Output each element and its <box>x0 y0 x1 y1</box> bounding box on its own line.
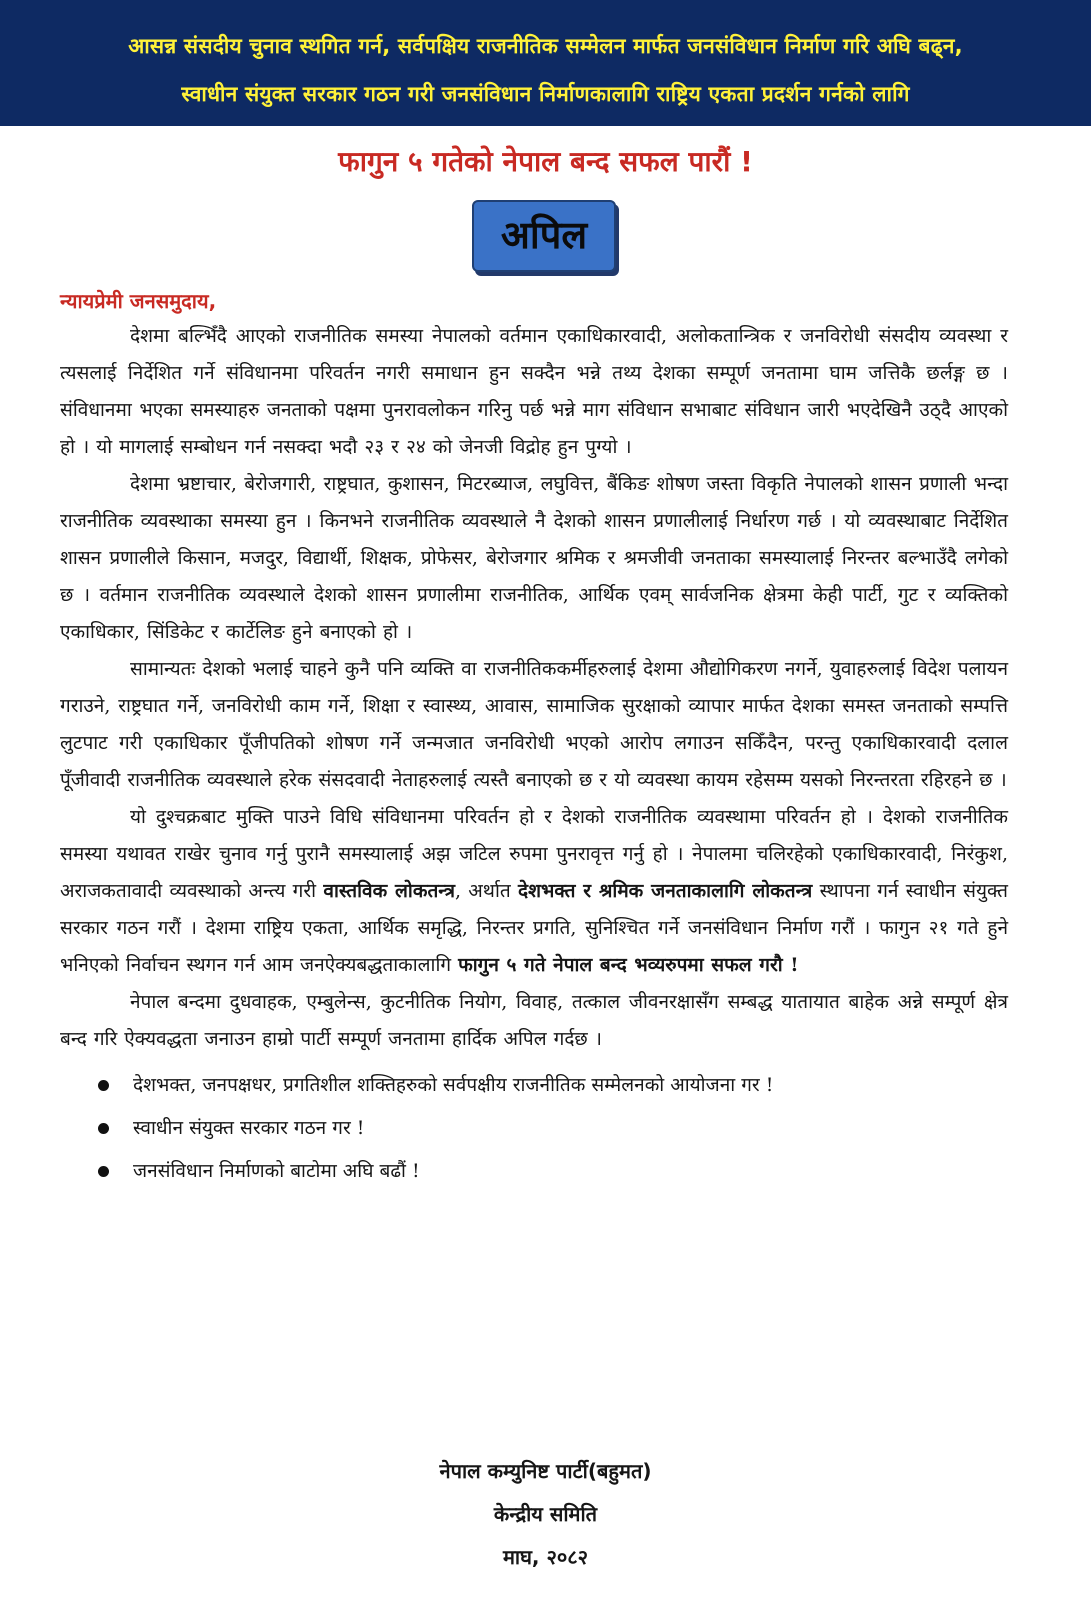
salutation: न्यायप्रेमी जनसमुदाय, <box>60 289 217 313</box>
paragraph-1: देशमा बल्भिँदै आएको राजनीतिक समस्या नेपालको वर्तमान एकाधिकारवादी, अलोकतान्त्रिक र जनविरोधी संसदीय व्यवस्था र त्यसलाई निर्देशित गर्ने संविधानमा परिवर्तन नगरी समाधान हुन सक्दैन भन्ने तथ्य देशका सम्पूर्ण जनतामा घाम जत्तिकै छर्लङ्ग छ । संविधानमा भएका समस्याहरु जनताको पक्षमा पुनरावलोकन गरिनु पर्छ भन्ने माग संविधान सभाबाट संविधान जारी भएदेखिनै उठ्दै आएको हो । यो मागलाई सम्बोधन गर्न नसक्दा भदौ २३ र २४ को जेनजी विद्रोह हुन पुग्यो । <box>60 325 1008 458</box>
signature-block <box>0 1450 1091 1579</box>
party-name: नेपाल कम्युनिष्ट पार्टी(बहुमत) <box>439 1459 652 1483</box>
paragraph-5: नेपाल बन्दमा दुधवाहक, एम्बुलेन्स, कुटनीतिक नियोग, विवाह, तत्काल जीवनरक्षासँग सम्बद्ध यातायात बाहेक अन्ने सम्पूर्ण क्षेत्र बन्द गरि ऐक्यवद्धता जनाउन हाम्रो पार्टी सम्पूर्ण जनतामा हार्दिक अपिल गर्दछ । <box>60 991 1008 1050</box>
paragraph-4-emphasis-patriotic-democracy: देशभक्त र श्रमिक जनताकालागि लोकतन्त्र <box>518 880 813 902</box>
list-item <box>60 1064 1008 1107</box>
bullet-dot-icon <box>98 1080 109 1091</box>
issue-date: माघ, २०८२ <box>502 1545 589 1569</box>
paragraph-3: सामान्यतः देशको भलाई चाहने कुनै पनि व्यक्ति वा राजनीतिककर्मीहरुलाई देशमा औद्योगिकरण नगर्ने, युवाहरुलाई विदेश पलायन गराउने, राष्ट्रघात गर्ने, जनविरोधी काम गर्ने, शिक्षा र स्वास्थ्य, आवास, सामाजिक सुरक्षाको व्यापार मार्फत देशका समस्त जनताको सम्पत्ति लुटपाट गरी एकाधिकार पूँजीपतिको शोषण गर्ने जन्मजात जनविरोधी भएको आरोप लगाउन सकिँदैन, परन्तु एकाधिकारवादी दलाल पूँजीवादी राजनीतिक व्यवस्थाले हरेक संसदवादी नेताहरुलाई त्यस्तै बनाएको छ र यो व्यवस्था कायम रहेसम्म यसको निरन्तरता रहिरहने छ । <box>60 658 1008 791</box>
list-item <box>60 1150 1008 1193</box>
paragraph-4-part-e: स्थापना गर्न स्वाधीन संयुक्त सरकार गठन गरौं । देशमा राष्ट्रिय एकता, आर्थिक समृद्धि, निरन्तर प्रगति, सुनिश्चित गर्ने जनसंविधान निर्माण गरौं । फागुन २१ गते हुने भनिएको निर्वाचन स्थगन गर्न आम जनऐक्यबद्धताकालागि <box>60 880 1008 976</box>
paragraph-2: देशमा भ्रष्टाचार, बेरोजगारी, राष्ट्रघात, कुशासन, मिटरब्याज, लघुवित्त, बैंकिङ शोषण जस्ता विकृति नेपालको शासन प्रणाली भन्दा राजनीतिक व्यवस्थाका समस्या हुन । किनभने राजनीतिक व्यवस्थाले नै देशको शासन प्रणालीलाई निर्धारण गर्छ । यो व्यवस्थाबाट निर्देशित शासन प्रणालीले किसान, मजदुर, विद्यार्थी, शिक्षक, प्रोफेसर, बेरोजगार श्रमिक र श्रमजीवी जनताका समस्यालाई निरन्तर बल्भाउँदै लगेको छ । वर्तमान राजनीतिक व्यवस्थाले देशको शासन प्रणालीमा राजनीतिक, आर्थिक एवम् सार्वजनिक क्षेत्रमा केही पार्टी, गुट र व्यक्तिको एकाधिकार, सिंडिकेट र कार्टेलिङ हुने बनाएको हो । <box>60 473 1008 643</box>
bullet-dot-icon <box>98 1166 109 1177</box>
paragraph-4-emphasis-real-democracy: वास्तविक लोकतन्त्र <box>323 880 455 902</box>
slogan-text: स्वाधीन संयुक्त सरकार गठन गर ! <box>133 1117 365 1139</box>
headline: फागुन ५ गतेको नेपाल बन्द सफल पारौं ! <box>338 145 753 178</box>
appeal-badge <box>472 200 616 272</box>
banner-line-2: स्वाधीन संयुक्त सरकार गठन गरी जनसंविधान निर्माणकालागि राष्ट्रिय एकता प्रदर्शन गर्नको लागि <box>181 82 910 106</box>
paragraph-4-part-a: यो दुश्चक्रबाट मुक्ति पाउने विधि संविधानमा परिवर्तन हो र देशको राजनीतिक व्यवस्थामा परिवर्तन हो । देशको राजनीतिक समस्या यथावत राखेर चुनाव गर्नु पुरानै समस्यालाई अझ जटिल रुपमा पुनरावृत्त गर्नु हो । नेपालमा चलिरहेको एकाधिकारवादी, निरंकुश, अराजकतावादी व्यवस्थाको अन्त्य गरी <box>60 806 1008 902</box>
paragraph-4 <box>60 799 1008 984</box>
letter-body <box>60 318 1008 1193</box>
top-banner <box>0 0 1091 126</box>
bullet-dot-icon <box>98 1123 109 1134</box>
banner-line-1: आसन्न संसदीय चुनाव स्थगित गर्न, सर्वपक्षिय राजनीतिक सम्मेलन मार्फत जनसंविधान निर्माण गरि अघि बढ्न, <box>128 34 963 58</box>
appeal-label: अपिल <box>500 213 588 257</box>
list-item <box>60 1107 1008 1150</box>
paragraph-4-part-c: , अर्थात <box>454 880 519 902</box>
paragraph-4-emphasis-strike-call: फागुन ५ गते नेपाल बन्द भव्यरुपमा सफल गरौ ! <box>458 954 799 976</box>
slogan-text: देशभक्त, जनपक्षधर, प्रगतिशील शक्तिहरुको सर्वपक्षीय राजनीतिक सम्मेलनको आयोजना गर ! <box>133 1074 774 1096</box>
committee-name: केन्द्रीय समिति <box>493 1502 598 1526</box>
slogan-text: जनसंविधान निर्माणको बाटोमा अघि बढौं ! <box>133 1160 420 1182</box>
slogan-list <box>60 1064 1008 1193</box>
